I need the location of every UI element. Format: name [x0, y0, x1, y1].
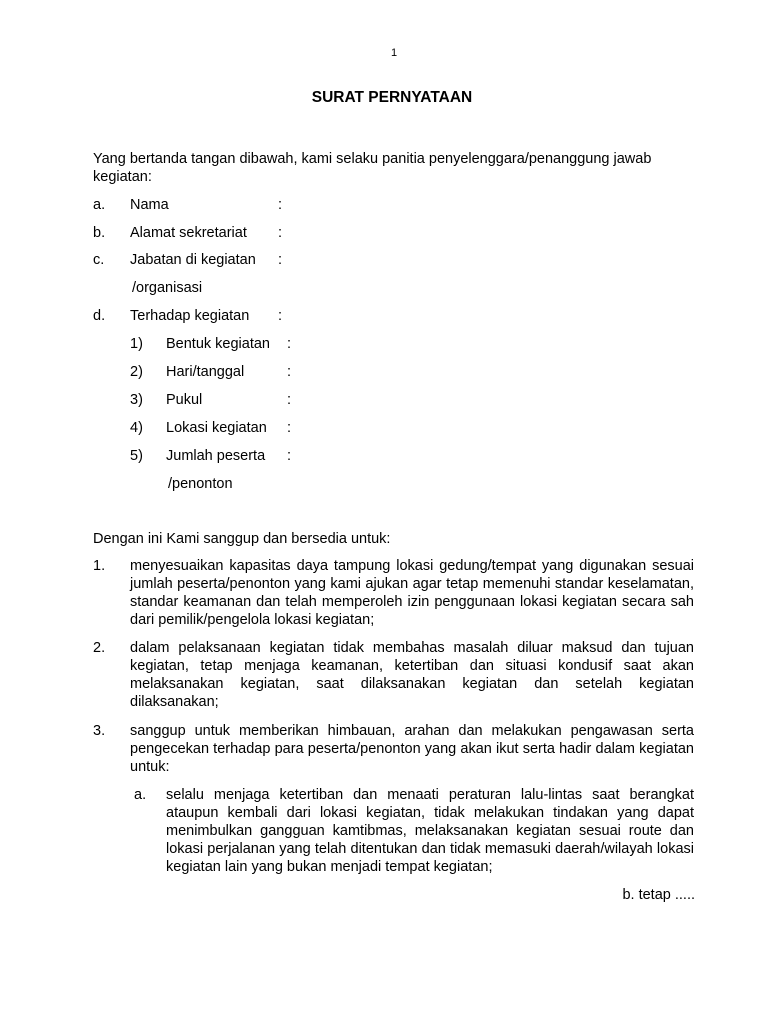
subfield-number: 4)	[130, 420, 143, 436]
next-page-marker: b. tetap .....	[622, 887, 695, 903]
field-letter: a.	[93, 197, 106, 213]
field-colon: :	[278, 197, 283, 213]
subfield-label: Lokasi kegiatan	[166, 420, 267, 436]
field-label: Jabatan di kegiatan	[130, 252, 256, 268]
subfield-continuation: /penonton	[168, 476, 233, 492]
field-label: Alamat sekretariat	[130, 225, 247, 241]
field-letter: d.	[93, 308, 106, 324]
subfield-label: Bentuk kegiatan	[166, 336, 270, 352]
page-number: 1	[390, 47, 398, 59]
subfield-label: Pukul	[166, 392, 203, 408]
commitment-paragraph: dalam pelaksanaan kegiatan tidak membahas masalah diluar maksud dan tujuan kegiatan, tetap menjaga keamanan, ketertiban dan situasi kondusif saat akan melaksanakan kegiatan, saat dilaksanakan kegiatan dan setelah kegiatan dilaksanakan;	[130, 640, 694, 710]
commitment-number: 1.	[93, 558, 106, 574]
subfield-colon: :	[287, 392, 292, 408]
field-colon: :	[278, 252, 283, 268]
field-colon: :	[278, 308, 283, 324]
subfield-colon: :	[287, 364, 292, 380]
field-colon: :	[278, 225, 283, 241]
subfield-number: 1)	[130, 336, 143, 352]
subfield-number: 5)	[130, 448, 143, 464]
commitment-paragraph: sanggup untuk memberikan himbauan, arahan dan melakukan pengawasan serta pengecekan terhadap para peserta/penonton yang akan ikut serta hadir dalam kegiatan untuk:	[130, 723, 694, 775]
subfield-number: 3)	[130, 392, 143, 408]
subfield-colon: :	[287, 420, 292, 436]
sub-commitment-paragraph: selalu menjaga ketertiban dan menaati peraturan lalu-lintas saat berangkat ataupun kembali dari lokasi kegiatan, tidak melakukan tindakan yang dapat menimbulkan gangguan kamtibmas, melaksanakan kegiatan sesuai route dan lokasi perjalanan yang telah ditentukan dan tidak memasuki daerah/wilayah lokasi kegiatan lain yang bukan menjadi tempat kegiatan;	[166, 787, 694, 875]
field-letter: c.	[93, 252, 105, 268]
subfield-label: Hari/tanggal	[166, 364, 245, 380]
subfield-label: Jumlah peserta	[166, 448, 266, 464]
field-label: Nama	[130, 197, 169, 213]
field-continuation: /organisasi	[132, 280, 203, 296]
commitment-intro: Dengan ini Kami sanggup dan bersedia untuk:	[93, 531, 391, 547]
field-label: Terhadap kegiatan	[130, 308, 250, 324]
subfield-colon: :	[287, 448, 292, 464]
commitment-number: 3.	[93, 723, 106, 739]
subfield-colon: :	[287, 336, 292, 352]
subfield-number: 2)	[130, 364, 143, 380]
document-title: SURAT PERNYATAAN	[311, 89, 473, 106]
sub-commitment-letter: a.	[134, 787, 147, 803]
field-letter: b.	[93, 225, 106, 241]
commitment-paragraph: menyesuaikan kapasitas daya tampung lokasi gedung/tempat yang digunakan sesuai jumlah peserta/penonton yang kami ajukan agar tetap memenuhi standar keselamatan, standar keamanan dan telah memperoleh izin penggunaan lokasi kegiatan secara sah dari pemilik/pengelola lokasi kegiatan;	[130, 558, 694, 628]
intro-paragraph: Yang bertanda tangan dibawah, kami selaku panitia penyelenggara/penanggung jawab kegiatan:	[93, 151, 652, 185]
commitment-number: 2.	[93, 640, 106, 656]
